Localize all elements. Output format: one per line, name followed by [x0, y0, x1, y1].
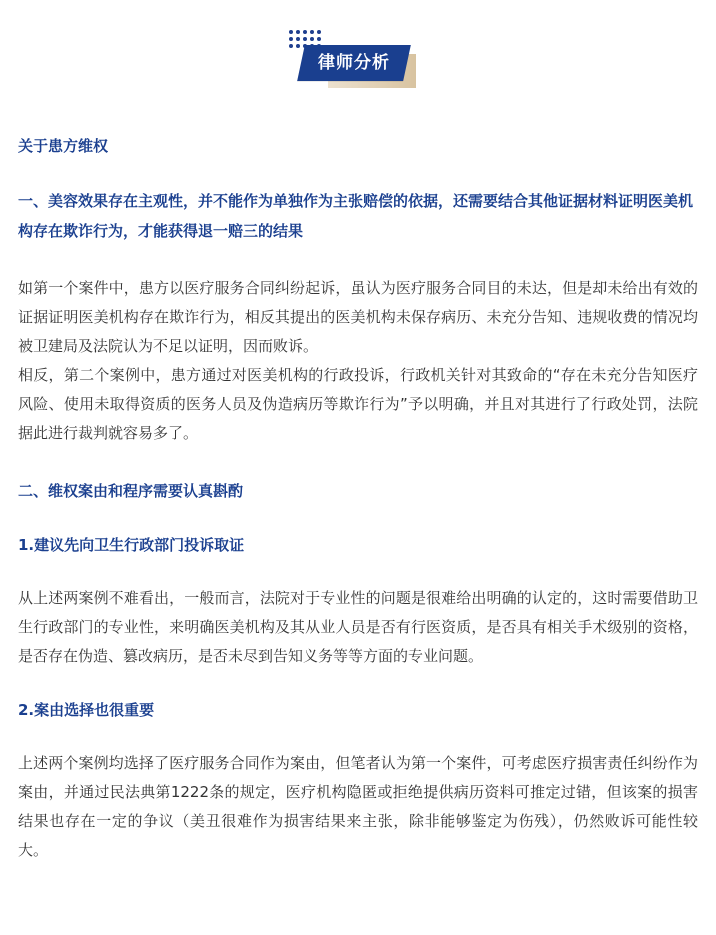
- page-title: 律师分析: [318, 53, 390, 73]
- point2-heading: 二、维权案由和程序需要认真斟酌: [18, 482, 244, 500]
- article-body: [18, 131, 698, 865]
- point1-paragraph-2: 相反，第二个案例中，患方通过对医美机构的行政投诉，行政机关针对其致命的“存在未充分告知医疗风险、使用未取得资质的医务人员及伪造病历等欺诈行为”予以明确，并且对其进行了行政处罚，法院据此进行裁判就容易多了。: [18, 366, 698, 442]
- point1-heading: 一、美容效果存在主观性，并不能作为单独作为主张赔偿的依据，还需要结合其他证据材料证明医美机构存在欺诈行为，才能获得退一赔三的结果: [18, 192, 694, 240]
- section-header: [0, 0, 716, 100]
- point1-paragraph-1: 如第一个案件中，患方以医疗服务合同纠纷起诉，虽认为医疗服务合同目的未达，但是却未给出有效的证据证明医美机构存在欺诈行为，相反其提出的医美机构未保存病历、未充分告知、违规收费的情况均被卫建局及法院认为不足以证明，因而败诉。: [18, 279, 698, 355]
- subsection2-paragraph: 上述两个案例均选择了医疗服务合同作为案由，但笔者认为第一个案件，可考虑医疗损害责任纠纷作为案由，并通过民法典第1222条的规定，医疗机构隐匿或拒绝提供病历资料可推定过错，但该案的损害结果也存在一定的争议（美丑很难作为损害结果来主张，除非能够鉴定为伤残），仍然败诉可能性较大。: [18, 754, 698, 859]
- subsection2-heading: 2.案由选择也很重要: [18, 701, 155, 719]
- section-title: 关于患方维权: [18, 137, 109, 155]
- subsection1-paragraph: 从上述两案例不难看出，一般而言，法院对于专业性的问题是很难给出明确的认定的，这时需要借助卫生行政部门的专业性，来明确医美机构及其从业人员是否有行医资质，是否具有相关手术级别的资格，是否存在伪造、篡改病历，是否未尽到告知义务等等方面的专业问题。: [18, 589, 698, 665]
- subsection1-heading: 1.建议先向卫生行政部门投诉取证: [18, 536, 245, 554]
